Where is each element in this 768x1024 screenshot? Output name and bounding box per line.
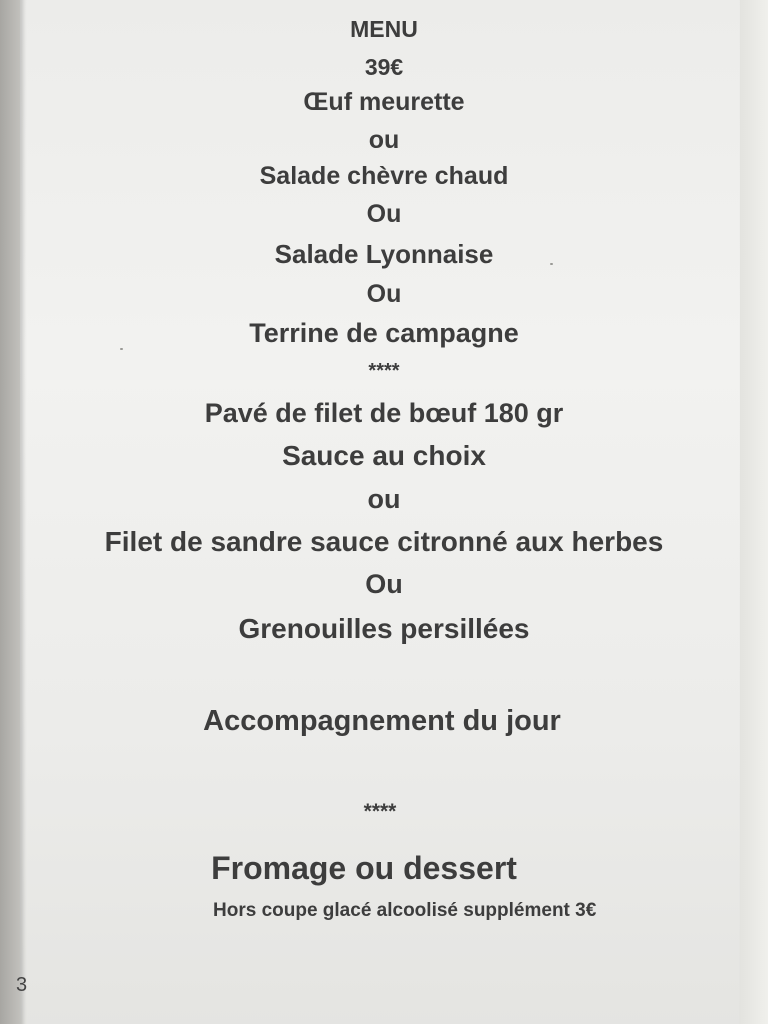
main-item: Filet de sandre sauce citronné aux herbes: [104, 526, 664, 557]
menu-price: 39€: [364, 54, 404, 80]
entree-or: Ou: [366, 200, 402, 228]
side-dish: Accompagnement du jour: [203, 705, 561, 737]
main-sauce-note: Sauce au choix: [282, 440, 486, 471]
course-separator: ****: [363, 800, 397, 823]
entree-item: Salade Lyonnaise: [274, 239, 494, 269]
main-item: Pavé de filet de bœuf 180 gr: [204, 398, 564, 428]
main-or: ou: [367, 484, 401, 514]
main-item: Grenouilles persillées: [238, 613, 530, 644]
entree-item: Terrine de campagne: [249, 318, 519, 348]
entree-item: Œuf meurette: [303, 88, 465, 116]
page-number: 3: [16, 974, 28, 996]
entree-item: Salade chèvre chaud: [259, 162, 509, 190]
course-separator: ****: [368, 360, 400, 382]
final-course: Fromage ou dessert: [211, 850, 517, 886]
entree-or: ou: [368, 126, 400, 154]
entree-or: Ou: [366, 280, 402, 308]
menu-title: MENU: [350, 16, 418, 42]
supplement-note: Hors coupe glacé alcoolisé supplément 3€: [213, 900, 597, 921]
main-or: Ou: [365, 569, 403, 599]
